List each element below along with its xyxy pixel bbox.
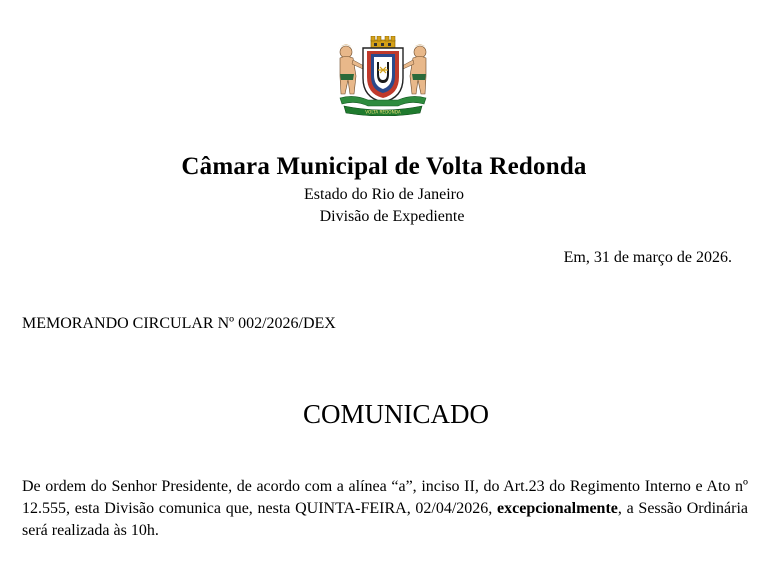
date-line: Em, 31 de março de 2026.	[563, 249, 732, 266]
body-text-part2: , a Sessão Ordinária será realizada às 10h.	[22, 500, 748, 539]
coat-of-arms-icon	[334, 36, 432, 116]
state-name: Estado do Rio de Janeiro	[304, 186, 464, 203]
crown-icon	[371, 36, 395, 48]
shield-icon	[363, 48, 403, 102]
memo-number: MEMORANDO CIRCULAR Nº 002/2026/DEX	[22, 315, 336, 332]
document-heading: COMUNICADO	[302, 399, 489, 429]
division-name: Divisão de Expediente	[319, 208, 465, 225]
body-emphasis: excepcionalmente	[497, 500, 618, 517]
body-paragraph	[22, 476, 748, 542]
left-supporter-figure-icon	[338, 45, 364, 95]
body-text-part1: De ordem do Senhor Presidente, de acordo com a alínea “a”, inciso II, do Art.23 do Regimento Interno e Ato nº 12.555, esta Divisão comunica que, nesta QUINTA-FEIRA, 02/04/2026,	[22, 478, 748, 517]
crest-motto: VOLTA REDONDA	[365, 109, 401, 115]
right-supporter-figure-icon	[402, 45, 428, 95]
institution-name: Câmara Municipal de Volta Redonda	[181, 153, 587, 180]
